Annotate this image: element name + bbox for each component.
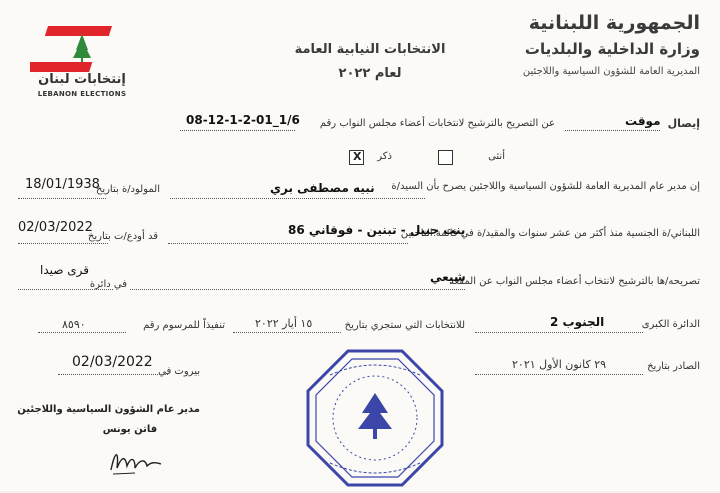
seat-line bbox=[130, 289, 465, 290]
beirut-line bbox=[58, 374, 168, 375]
district-label: في دائرة bbox=[89, 279, 127, 290]
major-district-value: الجنوب 2 bbox=[550, 315, 605, 329]
decree-number: ٨٥٩٠ bbox=[62, 318, 86, 331]
born-label: المولود/ة بتاريخ bbox=[95, 184, 160, 195]
elections-title: الانتخابات النيابية العامة bbox=[294, 42, 446, 57]
district-line bbox=[18, 289, 113, 290]
nationality-text: اللبناني/ة الجنسية منذ أكثر من عشر سنوات والمقيد/ة في قائمة الناخبين bbox=[400, 228, 700, 239]
ministry-title: وزارة الداخلية والبلديات bbox=[524, 40, 700, 58]
deposit-line bbox=[18, 243, 108, 244]
receipt-number: 08-12-1-2-01_1/6 bbox=[186, 113, 300, 127]
male-checkbox[interactable] bbox=[349, 150, 364, 165]
elections-date-label: للانتخابات التي ستجري بتاريخ bbox=[344, 320, 465, 331]
signature-title: مدير عام الشؤون السياسية واللاجئين bbox=[17, 404, 200, 415]
issued-value: ٢٩ كانون الأول ٢٠٢١ bbox=[512, 358, 607, 371]
district-value: قرى صيدا bbox=[40, 263, 90, 277]
candidate-name: نبيه مصطفى بري bbox=[270, 181, 375, 195]
receipt-number-line bbox=[180, 130, 295, 131]
registry-value: بنت جبيل - تبنين - فوقاني 86 bbox=[288, 223, 466, 237]
declaration-intro: إن مدير عام المديرية العامة للشؤون السياسية واللاجئين يصرح بأن السيد/ة bbox=[391, 181, 700, 192]
logo-english: LEBANON ELECTIONS bbox=[37, 90, 127, 98]
candidacy-text: تصريحه/ها بالترشيح لانتخاب أعضاء مجلس النواب عن المقعد bbox=[449, 276, 700, 287]
decree-line bbox=[38, 332, 126, 333]
elections-date-line bbox=[233, 332, 341, 333]
deposit-date: 02/03/2022 bbox=[18, 220, 93, 235]
logo-arabic: إنتخابات لبنان bbox=[38, 72, 126, 87]
elections-logo bbox=[30, 20, 134, 100]
name-line bbox=[170, 198, 425, 199]
major-district-label: الدائرة الكبرى bbox=[641, 319, 700, 330]
receipt-type-value: موقت bbox=[625, 114, 661, 128]
registry-line bbox=[168, 243, 408, 244]
official-stamp-icon bbox=[300, 343, 450, 493]
beirut-date: 02/03/2022 bbox=[72, 354, 153, 370]
issued-line bbox=[475, 374, 643, 375]
decree-label: تنفيذاً للمرسوم رقم bbox=[143, 320, 225, 331]
receipt-prefix: إيصال bbox=[667, 117, 700, 130]
seat-value: شيعي bbox=[430, 270, 466, 284]
signature-name: فاتن يونس bbox=[102, 424, 158, 435]
major-district-line bbox=[475, 332, 643, 333]
date-of-birth: 18/01/1938 bbox=[25, 177, 100, 192]
receipt-about: عن التصريح بالترشيح لانتخابات أعضاء مجلس النواب رقم bbox=[319, 118, 555, 129]
receipt-type-line bbox=[565, 130, 660, 131]
male-check-mark: X bbox=[353, 150, 362, 163]
issued-label: الصادر بتاريخ bbox=[647, 361, 700, 372]
elections-date-value: ١٥ أيار ٢٠٢٢ bbox=[255, 317, 313, 330]
directorate-title: المديرية العامة للشؤون السياسية واللاجئين bbox=[522, 66, 700, 77]
beirut-label: بيروت في bbox=[158, 366, 200, 377]
female-checkbox[interactable] bbox=[438, 150, 453, 165]
republic-title: الجمهورية اللبنانية bbox=[528, 12, 700, 34]
elections-year: لعام ٢٠٢٢ bbox=[338, 66, 402, 81]
male-label: ذكر bbox=[377, 151, 392, 162]
deposit-label: قد أودع/ت بتاريخ bbox=[87, 231, 158, 242]
flag-icon bbox=[30, 20, 134, 72]
female-label: أنثى bbox=[488, 151, 505, 162]
dob-line bbox=[18, 198, 106, 199]
handwritten-signature-icon bbox=[105, 440, 165, 480]
